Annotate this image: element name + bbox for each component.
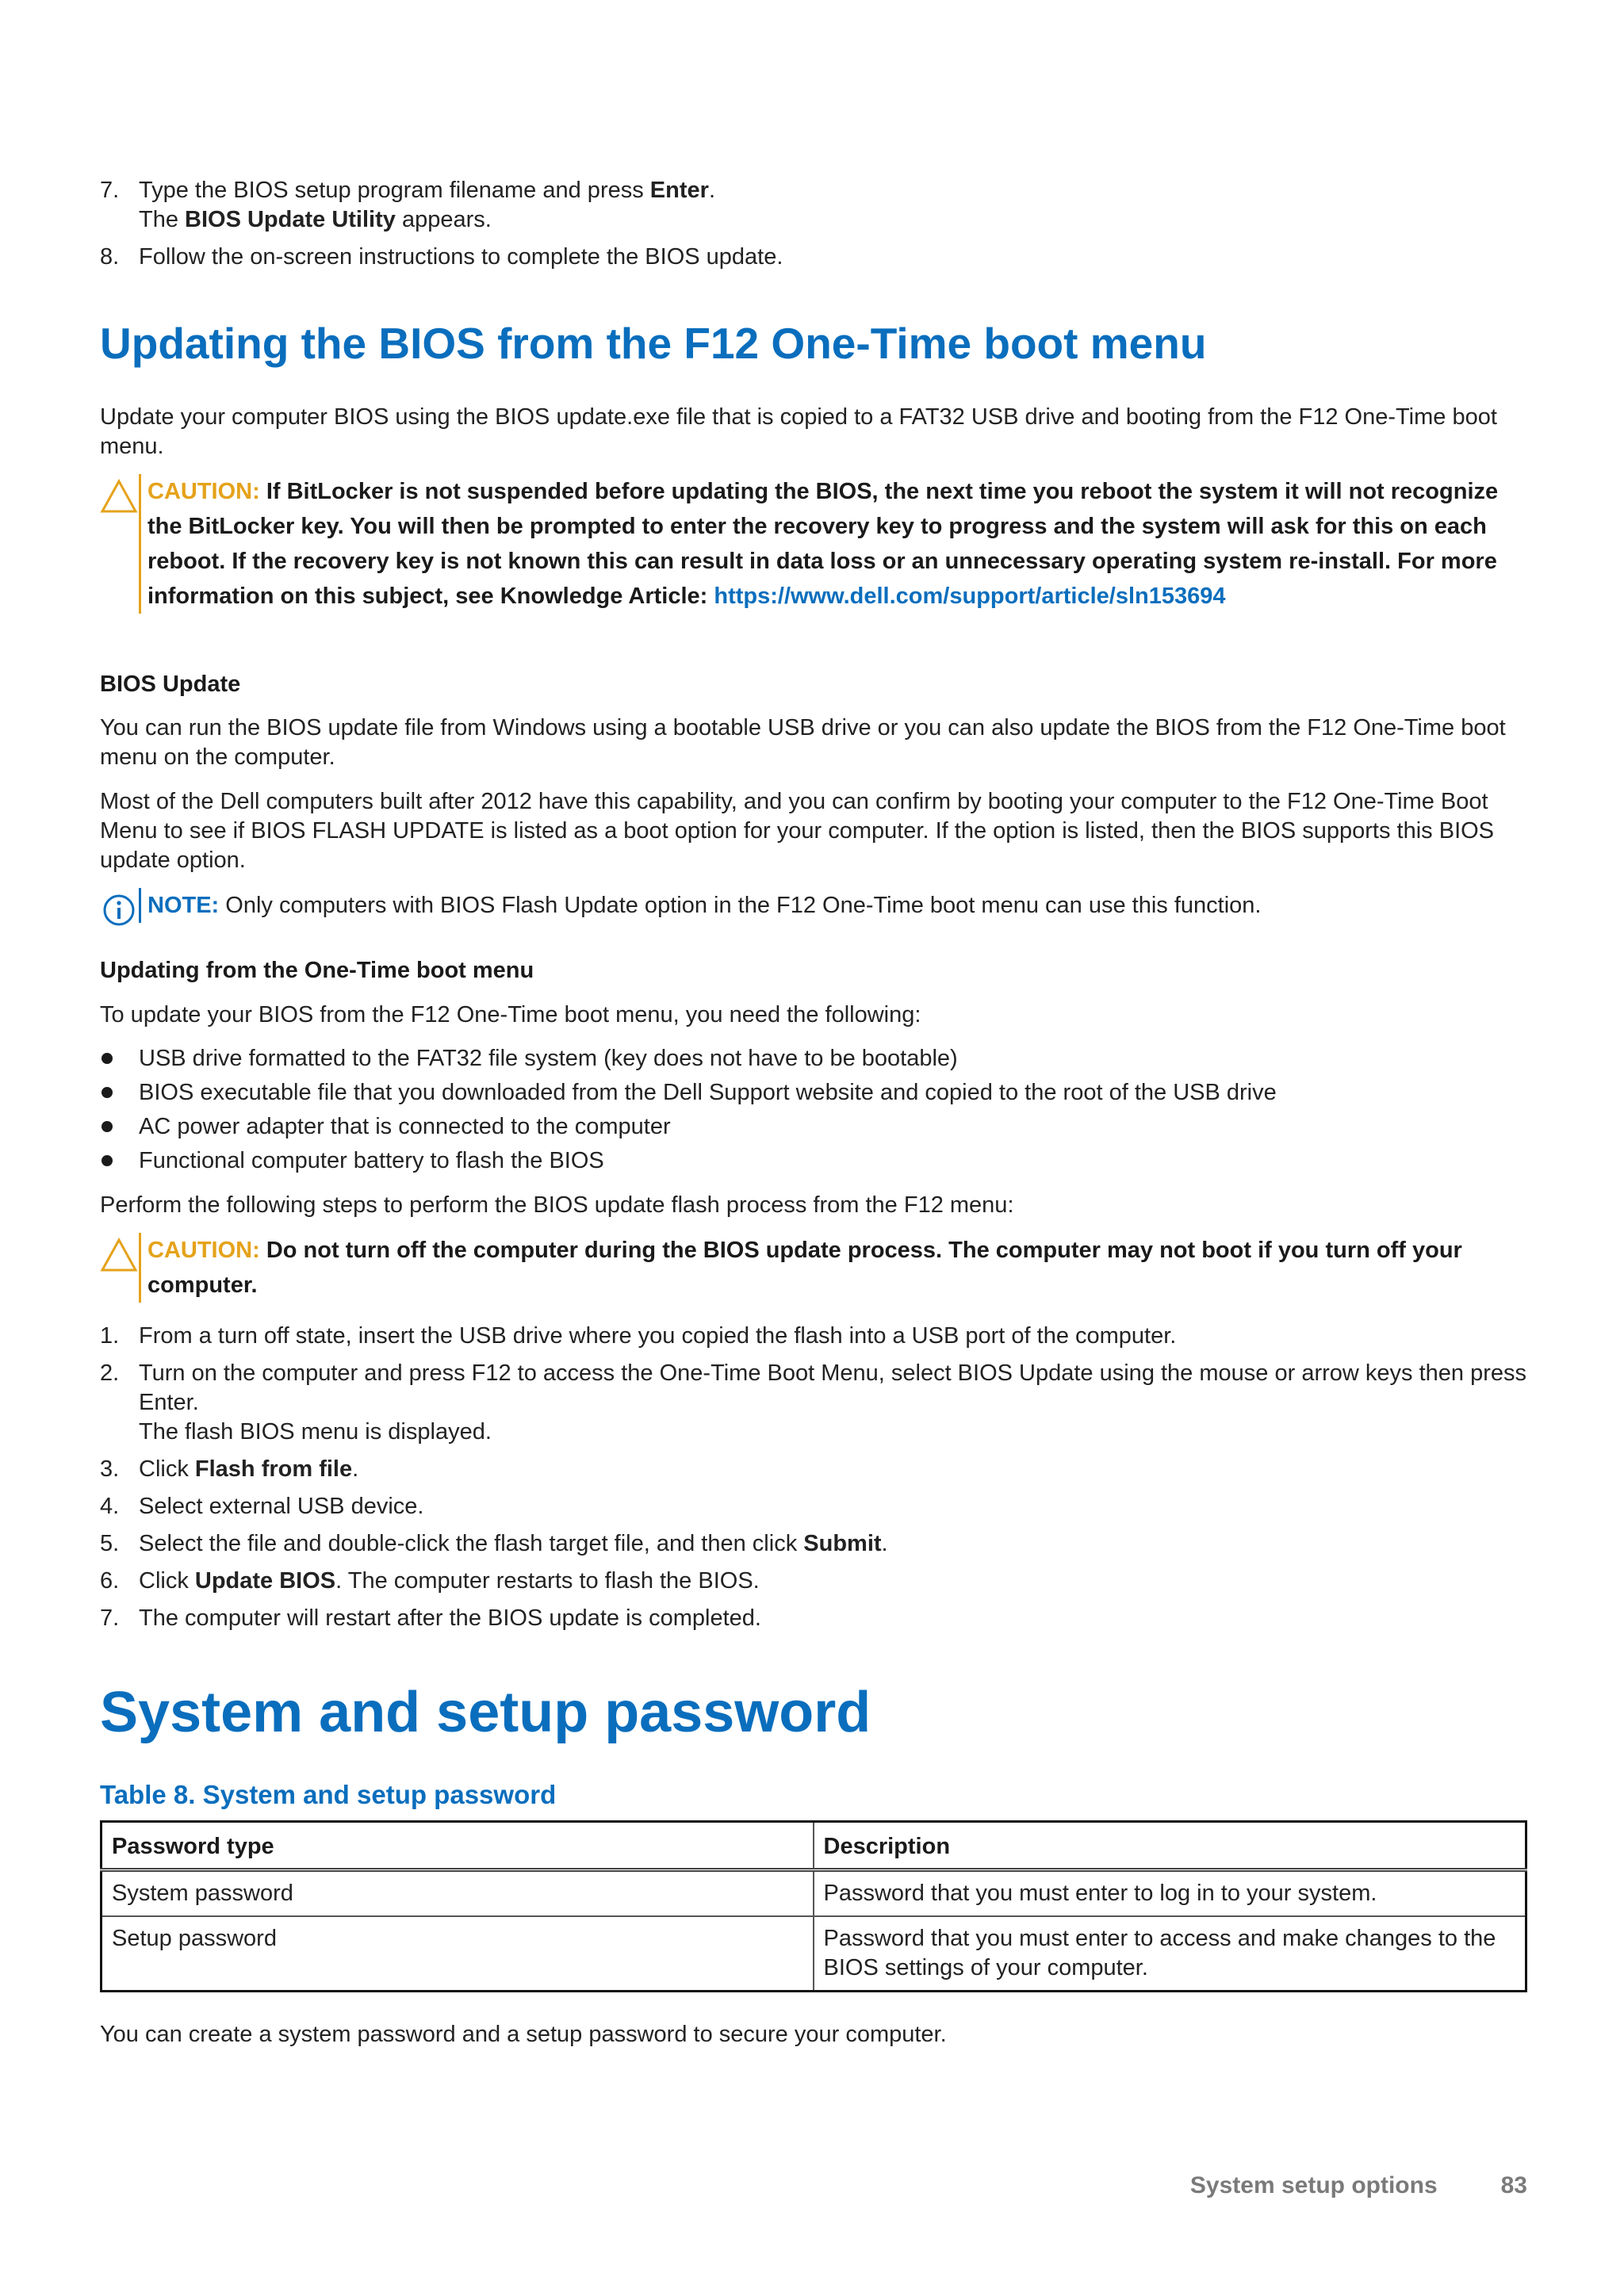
intro-step-7: 7. Type the BIOS setup program filename and press Enter. The BIOS Update Utility appears. <box>100 178 715 232</box>
list-item: BIOS executable file that you downloaded from the Dell Support website and copied to the root of the USB drive <box>100 1076 1527 1110</box>
footer-section-name: System setup options <box>1189 2172 1438 2198</box>
section-title-password: System and setup password <box>100 1681 871 1744</box>
flash-step-4: 4. Select external USB device. <box>100 1492 1527 1521</box>
step-number: 5. <box>100 1531 120 1556</box>
table-cell: Setup password <box>102 1916 814 1992</box>
onetime-boot-heading: Updating from the One-Time boot menu <box>100 958 534 983</box>
page-footer <box>1190 2171 1527 2201</box>
list-item: Functional computer battery to flash the BIOS <box>100 1144 1527 1178</box>
bios-update-paragraph-2: Most of the Dell computers built after 2012 have this capability, and you can confirm by booting your computer to the F12 One-Time Boot Menu to see if BIOS FLASH UPDATE is listed as a boot option for your computer. If the option is listed, then the BIOS supports this BIOS update option. <box>100 789 1495 873</box>
list-item: USB drive formatted to the FAT32 file system (key does not have to be bootable) <box>100 1042 1527 1076</box>
flash-step-2: 2. Turn on the computer and press F12 to access the One-Time Boot Menu, select BIOS Update using the mouse or arrow keys then press Enter. The flash BIOS menu is displayed. <box>100 1360 1526 1445</box>
requirements-intro: To update your BIOS from the F12 One-Time boot menu, you need the following: <box>100 1002 921 1027</box>
section-title-f12: Updating the BIOS from the F12 One-Time boot menu <box>100 319 1207 368</box>
table-cell: System password <box>102 1870 814 1917</box>
bullet-icon <box>102 1053 113 1064</box>
bullet-icon <box>102 1121 113 1132</box>
f12-intro-paragraph: Update your computer BIOS using the BIOS update.exe file that is copied to a FAT32 USB drive and booting from the F12 One-Time boot menu. <box>100 404 1497 459</box>
flash-step-6: 6. Click Update BIOS. The computer restarts to flash the BIOS. <box>100 1567 1527 1596</box>
password-closing-paragraph: You can create a system password and a setup password to secure your computer. <box>100 2022 947 2047</box>
steps-intro: Perform the following steps to perform the BIOS update flash process from the F12 menu: <box>100 1192 1014 1218</box>
note-content: NOTE: Only computers with BIOS Flash Update option in the F12 One-Time boot menu can use this function. <box>147 893 1262 918</box>
bios-update-heading: BIOS Update <box>100 672 241 697</box>
requirements-list <box>100 1042 1527 1178</box>
flash-step-1: 1. From a turn off state, insert the USB drive where you copied the flash into a USB port of the computer. <box>100 1322 1527 1351</box>
password-table <box>100 1820 1527 1992</box>
step-number: 2. <box>100 1360 120 1386</box>
intro-step-8: 8. Follow the on-screen instructions to complete the BIOS update. <box>100 243 1527 272</box>
step-number: 6. <box>100 1568 120 1594</box>
knowledge-article-link[interactable]: https://www.dell.com/support/article/sln153694 <box>714 584 1226 609</box>
caution-label: CAUTION: <box>147 479 260 504</box>
bios-update-paragraph-1: You can run the BIOS update file from Windows using a bootable USB drive or you can also update the BIOS from the F12 One-Time boot menu on the computer. <box>100 715 1506 770</box>
table-row <box>102 1870 1526 1917</box>
table-cell: Password that you must enter to access and make changes to the BIOS settings of your computer. <box>814 1916 1526 1992</box>
caution-triangle-icon <box>100 479 138 514</box>
caution-content: CAUTION: If BitLocker is not suspended before updating the BIOS, the next time you reboot the system it will not recognize the BitLocker key. You will then be prompted to enter the recovery key to progress and the system will ask for this on each reboot. If the recovery key is not known this can result in data loss or an unnecessary operating system re-install. For more information on this subject, see Knowledge Article: https://www.dell.com/support/article/sln153694 <box>147 479 1499 609</box>
caution-callout-bitlocker <box>100 474 1527 614</box>
list-item: AC power adapter that is connected to the computer <box>100 1110 1527 1144</box>
table-row <box>102 1916 1526 1992</box>
note-bar <box>139 888 141 923</box>
table-cell: Password that you must enter to log in to your system. <box>814 1870 1526 1917</box>
step-number: 1. <box>100 1323 120 1349</box>
step-number: 3. <box>100 1456 120 1482</box>
flash-step-5: 5. Select the file and double-click the flash target file, and then click Submit. <box>100 1529 1527 1559</box>
caution-triangle-icon <box>100 1238 138 1272</box>
step-number: 4. <box>100 1494 120 1519</box>
flash-step-3: 3. Click Flash from file. <box>100 1455 1527 1484</box>
note-callout <box>100 888 1527 923</box>
flash-steps <box>100 1322 1527 1633</box>
caution-content: CAUTION: Do not turn off the computer during the BIOS update process. The computer may not boot if you turn off your computer. <box>147 1238 1462 1298</box>
caution-label: CAUTION: <box>147 1238 260 1263</box>
caution-bar <box>139 1233 141 1303</box>
column-header: Description <box>814 1822 1526 1870</box>
step-number: 8. <box>100 244 120 270</box>
step-number: 7. <box>100 178 120 203</box>
page-number: 83 <box>1500 2172 1527 2198</box>
flash-step-7: 7. The computer will restart after the BIOS update is completed. <box>100 1604 1527 1633</box>
table-header-row <box>102 1822 1526 1870</box>
caution-callout-power <box>100 1233 1527 1303</box>
bullet-icon <box>102 1087 113 1098</box>
step-number: 7. <box>100 1605 120 1631</box>
info-circle-icon <box>100 893 138 928</box>
bullet-icon <box>102 1155 113 1166</box>
caution-bar <box>139 474 141 614</box>
table-caption: Table 8. System and setup password <box>100 1780 557 1809</box>
column-header: Password type <box>102 1822 814 1870</box>
note-label: NOTE: <box>147 893 220 918</box>
intro-steps <box>100 176 1527 272</box>
